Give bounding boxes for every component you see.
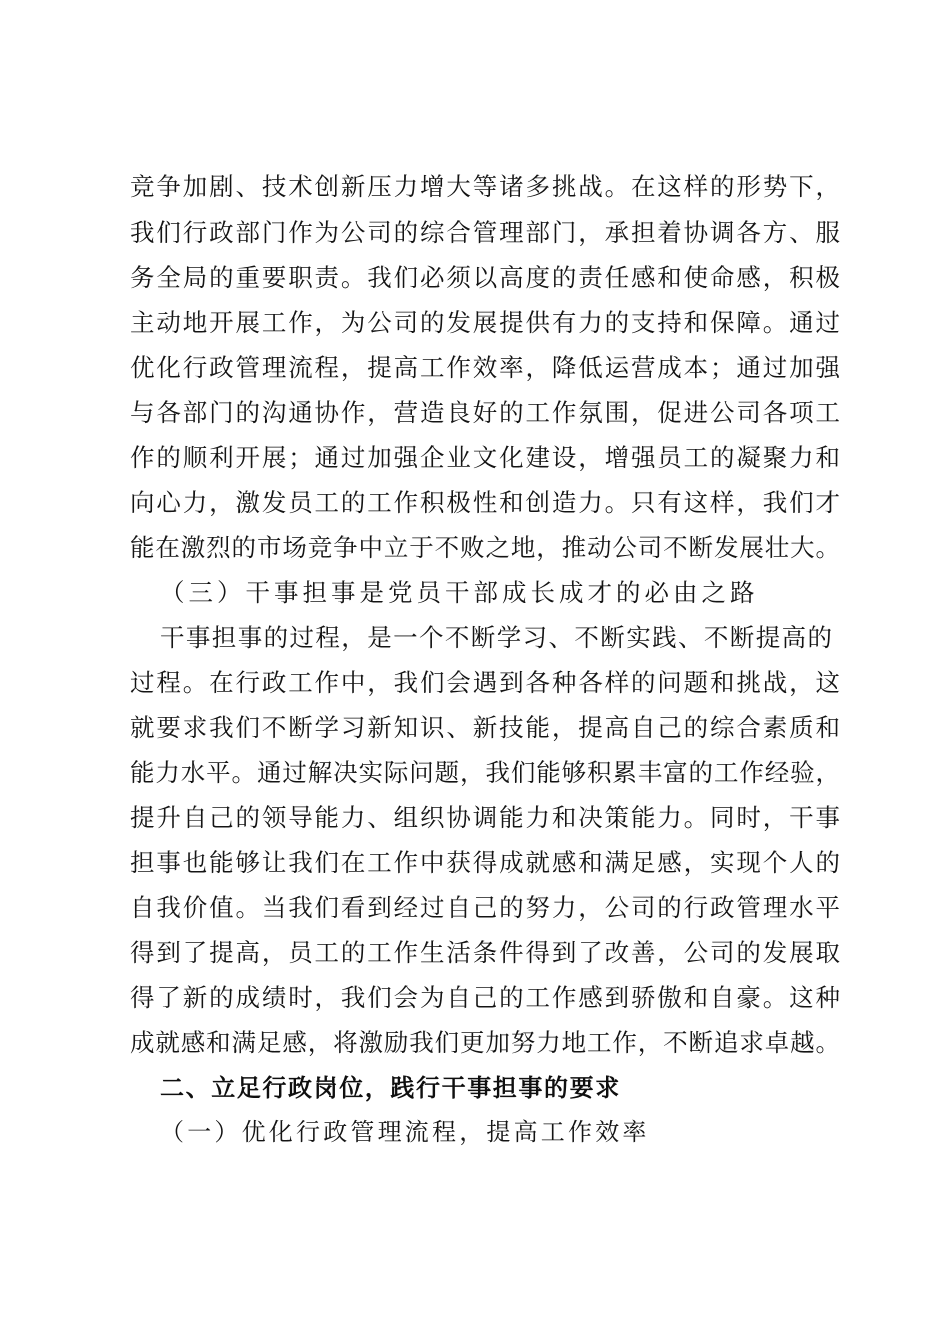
paragraph-line: 担事也能够让我们在工作中获得成就感和满足感，实现个人的 <box>130 848 840 877</box>
paragraph-line: 自我价值。当我们看到经过自己的努力，公司的行政管理水平 <box>130 893 840 922</box>
paragraph-line: 我们行政部门作为公司的综合管理部门，承担着协调各方、服 <box>130 218 840 247</box>
paragraph-line: 优化行政管理流程，提高工作效率，降低运营成本；通过加强 <box>130 353 840 382</box>
section-heading-3: （三）干事担事是党员干部成长成才的必由之路 <box>160 578 759 607</box>
paragraph-line: 成就感和满足感，将激励我们更加努力地工作，不断追求卓越。 <box>130 1028 840 1057</box>
paragraph-line: 主动地开展工作，为公司的发展提供有力的支持和保障。通过 <box>130 308 840 337</box>
paragraph-line: 务全局的重要职责。我们必须以高度的责任感和使命感，积极 <box>130 263 840 292</box>
paragraph-line: 干事担事的过程，是一个不断学习、不断实践、不断提高的 <box>160 623 832 652</box>
paragraph-line: 能力水平。通过解决实际问题，我们能够积累丰富的工作经验， <box>130 758 840 787</box>
paragraph-line: 与各部门的沟通协作，营造良好的工作氛围，促进公司各项工 <box>130 398 840 427</box>
paragraph-line: 过程。在行政工作中，我们会遇到各种各样的问题和挑战，这 <box>130 668 840 697</box>
paragraph-line: 得到了提高，员工的工作生活条件得到了改善，公司的发展取 <box>130 938 840 967</box>
paragraph-line: 能在激烈的市场竞争中立于不败之地，推动公司不断发展壮大。 <box>130 533 840 562</box>
paragraph-line: 竞争加剧、技术创新压力增大等诸多挑战。在这样的形势下， <box>130 172 840 201</box>
paragraph-line: 作的顺利开展；通过加强企业文化建设，增强员工的凝聚力和 <box>130 443 840 472</box>
paragraph-line: 提升自己的领导能力、组织协调能力和决策能力。同时，干事 <box>130 803 840 832</box>
part-heading-2: 二、立足行政岗位，践行干事担事的要求 <box>160 1074 621 1102</box>
paragraph-line: 得了新的成绩时，我们会为自己的工作感到骄傲和自豪。这种 <box>130 983 840 1012</box>
paragraph-line: 向心力，激发员工的工作积极性和创造力。只有这样，我们才 <box>130 488 840 517</box>
paragraph-line: 就要求我们不断学习新知识、新技能，提高自己的综合素质和 <box>130 713 840 742</box>
subsection-heading-1: （一）优化行政管理流程，提高工作效率 <box>160 1118 650 1146</box>
